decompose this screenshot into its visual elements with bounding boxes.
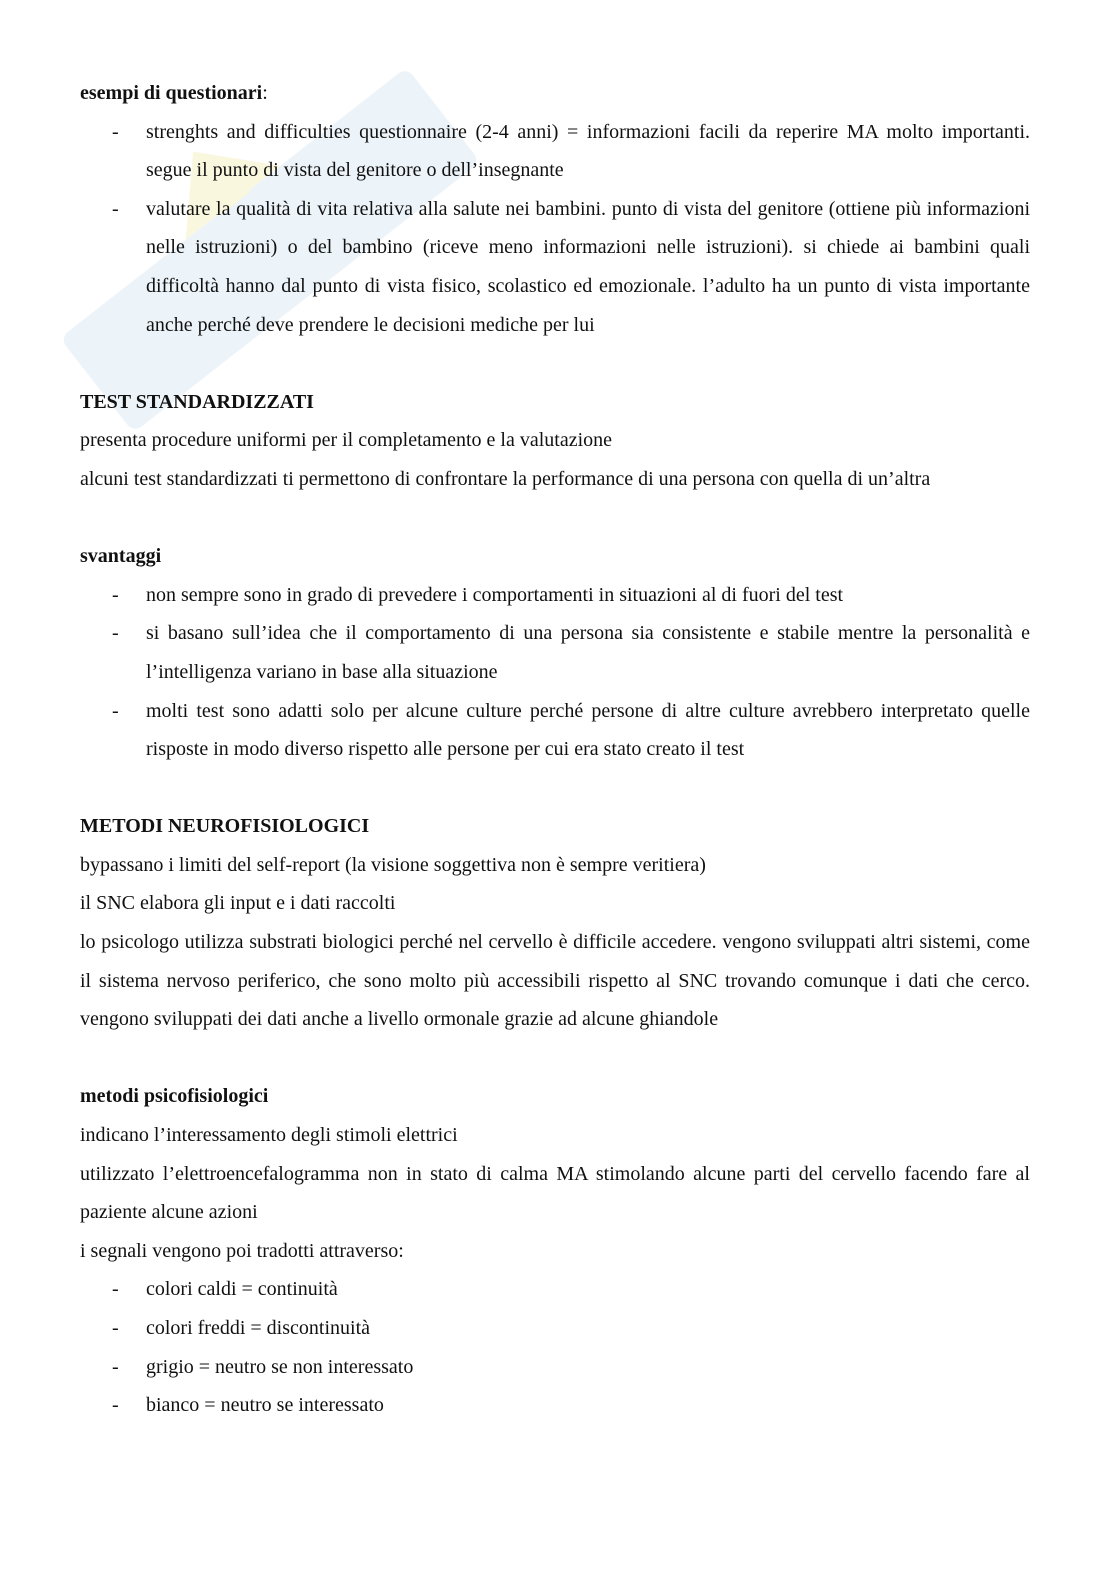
bullet-dash: -: [112, 583, 119, 606]
list-item: - strenghts and difficulties questionnaire (2-4 anni) = informazioni facili da reperire MA molto importanti. segue il punto di vista del genitore o dell’insegnante: [80, 113, 1030, 190]
list-item: - colori freddi = discontinuità: [80, 1309, 1030, 1348]
list-item: - molti test sono adatti solo per alcune culture perché persone di altre culture avrebbero interpretato quelle risposte in modo diverso rispetto alle persone per cui era stato creato il test: [80, 692, 1030, 769]
bullet-list: [80, 113, 1030, 345]
section-heading-metodi-psicofisiologici: metodi psicofisiologici: [80, 1085, 269, 1108]
section-heading-test-standardizzati: TEST STANDARDIZZATI: [80, 390, 314, 413]
bullet-dash: -: [112, 120, 119, 143]
bullet-dash: -: [112, 1278, 119, 1301]
paragraph: il SNC elabora gli input e i dati raccolti: [80, 892, 396, 915]
list-item: - si basano sull’idea che il comportamento di una persona sia consistente e stabile mentre la personalità e l’intelligenza variano in base alla situazione: [80, 614, 1030, 691]
paragraph: utilizzato l’elettroencefalogramma non in stato di calma MA stimolando alcune parti del cervello facendo fare al paziente alcune azioni: [80, 1162, 1030, 1224]
section-heading-metodi-neurofisiologici: METODI NEUROFISIOLOGICI: [80, 815, 370, 838]
section-heading-svantaggi: svantaggi: [80, 545, 162, 568]
paragraph: bypassano i limiti del self-report (la visione soggettiva non è sempre veritiera): [80, 853, 706, 876]
bullet-list: [80, 1270, 1030, 1424]
paragraph: lo psicologo utilizza substrati biologici perché nel cervello è difficile accedere. vengono sviluppati altri sistemi, come il sistema nervoso periferico, che sono molto più accessibili rispetto al SNC trovando comunque i dati che cerco. vengono sviluppati dei dati anche a livello ormonale grazie ad alcune ghiandole: [80, 931, 1030, 1031]
list-item: - valutare la qualità di vita relativa alla salute nei bambini. punto di vista del genitore (ottiene più informazioni nelle istruzioni) o del bambino (riceve meno informazioni nelle istruzioni). si chiede ai bambini quali difficoltà hanno dal punto di vista fisico, scolastico ed emozionale. l’adulto ha un punto di vista importante anche perché deve prendere le decisioni mediche per lui: [80, 190, 1030, 344]
bullet-list: [80, 576, 1030, 769]
paragraph: i segnali vengono poi tradotti attraverso:: [80, 1239, 404, 1262]
bullet-dash: -: [112, 197, 119, 220]
list-item: - bianco = neutro se interessato: [80, 1386, 1030, 1425]
list-item: - non sempre sono in grado di prevedere i comportamenti in situazioni al di fuori del test: [80, 576, 1030, 615]
list-item: - colori caldi = continuità: [80, 1270, 1030, 1309]
bullet-dash: -: [112, 1355, 119, 1378]
paragraph: alcuni test standardizzati ti permettono di confrontare la performance di una persona con quella di un’altra: [80, 467, 931, 490]
list-item: - grigio = neutro se non interessato: [80, 1348, 1030, 1387]
bullet-dash: -: [112, 1317, 119, 1339]
paragraph: indicano l’interessamento degli stimoli elettrici: [80, 1124, 458, 1147]
bullet-dash: -: [112, 1394, 119, 1417]
paragraph: presenta procedure uniformi per il completamento e la valutazione: [80, 429, 613, 452]
document-page: [80, 74, 1030, 1425]
section-heading-esempi-di-questionari: esempi di questionari:: [80, 82, 268, 104]
bullet-dash: -: [112, 699, 119, 722]
bullet-dash: -: [112, 622, 119, 645]
